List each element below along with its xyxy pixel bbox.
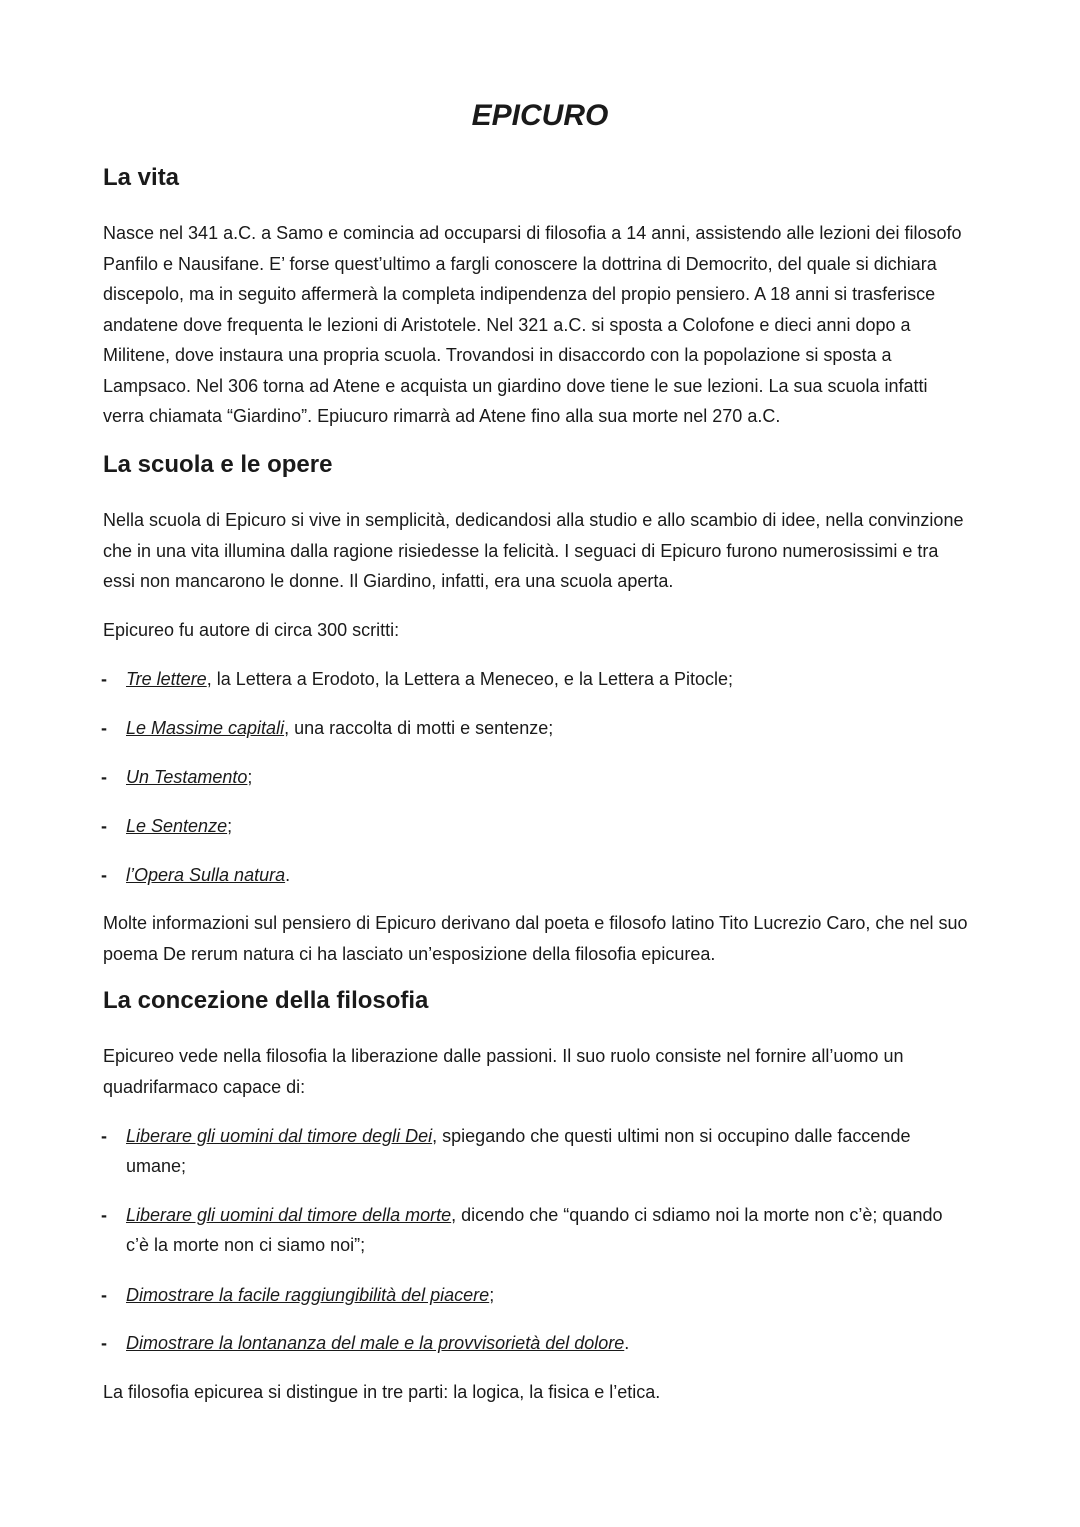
- point-title: Liberare gli uomini dal timore della morte: [126, 1205, 452, 1225]
- list-item-quadrifarmaco: [101, 1328, 969, 1358]
- bullet-dash: -: [101, 1126, 107, 1146]
- point-description: .: [624, 1333, 630, 1353]
- work-title: Le Sentenze: [126, 816, 228, 836]
- paragraph-scuola: Nella scuola di Epicuro si vive in semplicità, dedicandosi alla studio e allo scambio di idee, nella convinzione che in una vita illumina dalla ragione risiedesse la felicità. I seguaci di Epicuro furono numerosissimi e tra essi non mancarono le donne. Il Giardino, infatti, era una scuola aperta.: [103, 510, 964, 591]
- work-description: .: [285, 865, 291, 885]
- bullet-dash: -: [101, 767, 107, 787]
- paragraph-filosofia: Epicureo vede nella filosofia la liberazione dalle passioni. Il suo ruolo consiste nel fornire all’uomo un quadrifarmaco capace di:: [103, 1046, 904, 1097]
- paragraph-scritti-intro: Epicureo fu autore di circa 300 scritti:: [103, 620, 400, 640]
- paragraph-lucrezio: Molte informazioni sul pensiero di Epicuro derivano dal poeta e filosofo latino Tito Lucrezio Caro, che nel suo poema De rerum natura ci ha lasciato un’esposizione della filosofia epicurea.: [103, 913, 968, 964]
- list-item-work: [101, 713, 969, 743]
- work-description: , una raccolta di motti e sentenze;: [284, 718, 554, 738]
- bullet-dash: -: [101, 1285, 107, 1305]
- bullet-dash: -: [101, 1205, 107, 1225]
- work-title: Tre lettere: [126, 669, 207, 689]
- work-title: Un Testamento: [126, 767, 248, 787]
- section-heading-scuola: La scuola e le opere: [103, 451, 333, 478]
- point-description: , dicendo che “quando ci sdiamo noi la morte non c’è; quando c’è la morte non ci siamo noi”;: [126, 1205, 943, 1255]
- work-description: ;: [247, 767, 253, 787]
- paragraph-tre-parti: La filosofia epicurea si distingue in tre parti: la logica, la fisica e l’etica.: [103, 1382, 661, 1402]
- bullet-dash: -: [101, 669, 107, 689]
- paragraph-vita: Nasce nel 341 a.C. a Samo e comincia ad occuparsi di filosofia a 14 anni, assistendo alle lezioni dei filosofo Panfilo e Nausifane. E’ forse quest’ultimo a fargli conoscere la dottrina di Democrito, del quale si dichiara discepolo, ma in seguito affermerà la completa indipendenza del propio pensiero. A 18 anni si trasferisce andatene dove frequenta le lezioni di Aristotele. Nel 321 a.C. si sposta a Colofone e dieci anni dopo a Militene, dove instaura una propria scuola. Trovandosi in disaccordo con la popolazione si sposta a Lampsaco. Nel 306 torna ad Atene e acquista un giardino dove tiene le sue lezioni. La sua scuola infatti verra chiamata “Giardino”. Epiucuro rimarrà ad Atene fino alla sua morte nel 270 a.C.: [103, 223, 962, 426]
- bullet-dash: -: [101, 718, 107, 738]
- point-title: Dimostrare la lontananza del male e la provvisorietà del dolore: [126, 1333, 625, 1353]
- point-description: ;: [489, 1285, 495, 1305]
- point-description: , spiegando che questi ultimi non si occupino dalle faccende umane;: [126, 1126, 911, 1176]
- point-title: Dimostrare la facile raggiungibilità del piacere: [126, 1285, 490, 1305]
- bullet-dash: -: [101, 816, 107, 836]
- list-item-quadrifarmaco: [101, 1121, 969, 1181]
- section-heading-vita: La vita: [103, 164, 180, 191]
- point-title: Liberare gli uomini dal timore degli Dei: [126, 1126, 433, 1146]
- bullet-dash: -: [101, 1333, 107, 1353]
- work-description: , la Lettera a Erodoto, la Lettera a Meneceo, e la Lettera a Pitocle;: [206, 669, 734, 689]
- list-item-quadrifarmaco: [101, 1200, 969, 1260]
- list-item-work: [101, 664, 969, 694]
- bullet-dash: -: [101, 865, 107, 885]
- list-item-quadrifarmaco: [101, 1280, 969, 1310]
- section-heading-filosofia: La concezione della filosofia: [103, 987, 429, 1014]
- work-title: Le Massime capitali: [126, 718, 285, 738]
- page-title: EPICURO: [471, 99, 609, 132]
- list-item-work: [101, 860, 969, 890]
- work-description: ;: [227, 816, 233, 836]
- list-item-work: [101, 811, 969, 841]
- work-title: l’Opera Sulla natura: [126, 865, 286, 885]
- list-item-work: [101, 762, 969, 792]
